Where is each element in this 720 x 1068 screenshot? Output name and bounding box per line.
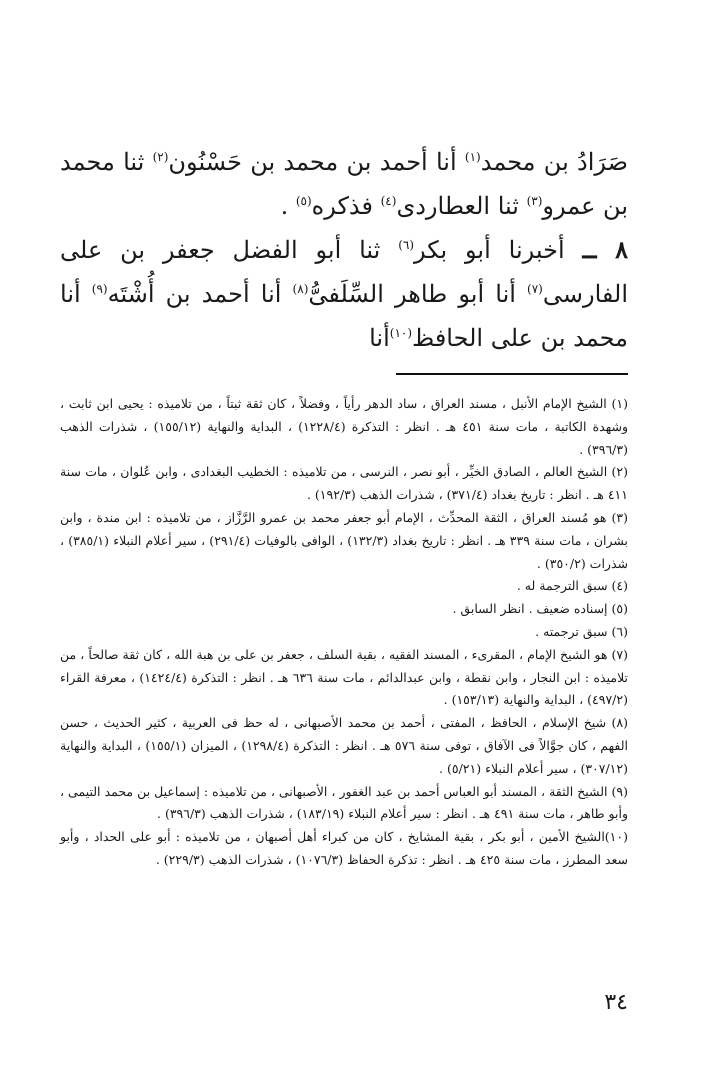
- footnotes: [60, 393, 628, 872]
- footnote-5: (٥) إسناده ضعيف . انظر السابق .: [452, 601, 628, 617]
- footnote-marker: (٩): [91, 282, 108, 296]
- footnote-9: (٩) الشيخ الثقة ، المسند أبو العباس أحمد بن عبد الغفور ، الأصبهانى ، من تلاميذه : إسماعيل بن محمد التيمى ، وأبو طاهر ، مات سنة ٤٩١ هـ . انظر : سير أعلام النبلاء (١٨٣/١٩) ، شذرات الذهب (٣٩٦/٣) .: [60, 783, 628, 822]
- footnote-marker: (٢): [152, 150, 169, 164]
- main-text: [60, 140, 628, 360]
- footnote-1: (١) الشيخ الإمام الأنبل ، مسند العراق ، ساد الدهر رأياً ، وفضلاً ، كان ثقة ثبتاً ، من تلاميذه : يحيى ابن ثابت ، وشهدة الكاتبة ، مات سنة ٤٥١ هـ . انظر : التذكرة (١٢٢٨/٤) ، البداية والنهاية (١٥٥/١٢) ، شذرات الذهب (٣٩٦/٣) .: [60, 396, 628, 457]
- text-segment: أنا أحمد بن محمد بن حَسْنُون: [168, 148, 465, 176]
- text-segment: فذكره: [311, 192, 381, 220]
- text-segment: ثنا أبو الفضل جعفر بن على الفارسى: [60, 236, 628, 308]
- text-segment: .: [280, 192, 296, 220]
- footnote-marker: (٦): [398, 238, 415, 252]
- text-segment: أنا أحمد بن أُشْتَه: [107, 280, 293, 308]
- footnote-marker: (٣): [526, 194, 543, 208]
- footnote-7: (٧) هو الشيخ الإمام ، المقرىء ، المسند الفقيه ، بقية السلف ، جعفر بن على بن هبة الله ، كان ثقة صالحاً ، من تلاميذه : ابن النجار ، وابن نقطة ، وابن عبدالدائم ، مات سنة ٦٣٦ هـ . انظر : التذكرة (١٤٢٤/٤) ، معرفة القراء (٤٩٧/٢) ، البداية والنهاية (١٥٣/١٣) .: [60, 646, 629, 708]
- footnote-2: (٢) الشيخ العالم ، الصادق الخيِّر ، أبو نصر ، النرسى ، من تلاميذه : الخطيب البغدادى ، وابن عُلوان ، مات سنة ٤١١ هـ . انظر : تاريخ بغداد (٣٧١/٤) ، شذرات الذهب (١٩٢/٣) .: [60, 464, 628, 503]
- footnote-marker: (٨): [292, 282, 309, 296]
- entry-number: ٨ ــ: [582, 235, 628, 264]
- text-segment: أخبرنا أبو بكر: [414, 236, 583, 264]
- text-segment: أنا: [369, 324, 390, 352]
- footnote-marker: (١٠): [389, 326, 413, 340]
- footnote-marker: (٤): [380, 194, 397, 208]
- footnote-10: (١٠)الشيخ الأمين ، أبو بكر ، بقية المشايخ ، كان من كبراء أهل أصبهان ، من تلاميذه : أبو على الحداد ، وأبو سعد المطرز ، مات سنة ٤٢٥ هـ . انظر : تذكرة الحفاظ (١٠٧٦/٣) ، شذرات الذهب (٢٢٩/٣) .: [60, 829, 628, 867]
- text-segment: ثنا محمد بن عمرو: [60, 148, 628, 220]
- main-paragraph-1: [60, 140, 628, 228]
- footnote-3: (٣) هو مُسند العراق ، الثقة المحدِّث ، الإمام أبو جعفر محمد بن عمرو الرَّزَّاز ، من تلاميذه : ابن مندة ، وابن بشران ، مات سنة ٣٣٩ هـ . انظر : تاريخ بغداد (١٣٢/٣) ، الوافى بالوفيات (٢٩١/٤) ، سير أعلام النبلاء (٣٨٥/١) ، شذرات (٣٥٠/٢) .: [60, 509, 629, 571]
- footnote-6: (٦) سبق ترجمته .: [535, 623, 628, 639]
- footnote-8: (٨) شيخ الإسلام ، الحافظ ، المفتى ، أحمد بن محمد الأصبهانى ، له حظ فى العربية ، كثير الحديث ، حسن الفهم ، كان جوَّالاً فى الآفاق ، توفى سنة ٥٧٦ هـ . انظر : التذكرة (١٢٩٨/٤) ، الميزان (١٥٥/١) ، البداية والنهاية (٣٠٧/١٢) ، سير أعلام النبلاء (٥/٢١) .: [60, 715, 628, 776]
- text-segment: أنا أبو طاهر السِّلَفىُّ: [308, 280, 528, 308]
- text-segment: صَرَادُ بن محمد: [480, 148, 628, 176]
- text-segment: أنا محمد بن على الحافظ: [60, 280, 628, 352]
- footnote-marker: (٧): [527, 282, 543, 296]
- text-segment: ثنا العطاردى: [396, 192, 527, 220]
- main-paragraph-2: [60, 228, 628, 360]
- footnote-4: (٤) سبق الترجمة له .: [516, 578, 628, 594]
- footnote-marker: (٥): [295, 194, 312, 208]
- footnote-marker: (١): [464, 150, 481, 164]
- page-number: ٣٤: [604, 990, 628, 1015]
- footnote-separator: [396, 373, 628, 375]
